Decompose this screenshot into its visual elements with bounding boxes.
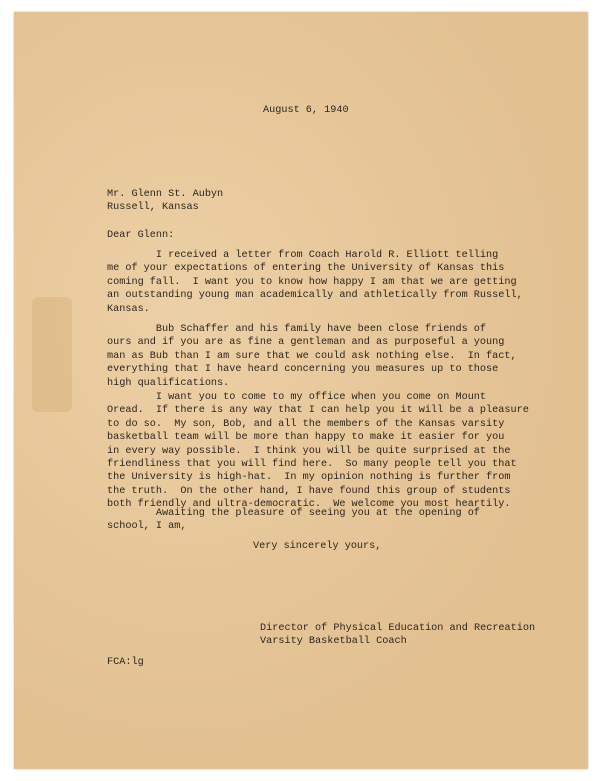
signature-subtitle: Varsity Basketball Coach [260,636,407,648]
signature-block [260,622,535,649]
signature-title: Director of Physical Education and Recreation [260,623,536,634]
complimentary-closing: Very sincerely yours, [253,541,382,552]
salutation: Dear Glenn: [107,230,175,241]
letter-page [14,12,588,769]
recipient-city: Russell, Kansas [107,202,199,214]
letter-body [14,12,588,769]
reference-initials: FCA:lg [107,657,144,668]
paragraph-3: I want you to come to my office when you come on Mount Oread. If there is any way that I can help you it will be a pleasure to do so. My son, Bob, and all the members of the Kansas varsity basketball team will be more than happy to make it easier for you in every way possible. I think you will be quite surprised at the friendliness that you will find here. So many people tell you that the University is high-hat. In my opinion nothing is further from the truth. On the other hand, I have found this group of students both friendly and ultra-democratic. We welcome you most heartily. [107,392,529,511]
paragraph-2: Bub Schaffer and his family have been close friends of ours and if you are as fine a gentleman and as purposeful a young man as Bub than I am sure that we could ask nothing else. In fact, everything that I have heard concerning you measures up to those high qualifications. [107,324,517,389]
letter-date: August 6, 1940 [263,105,349,116]
paragraph-1: I received a letter from Coach Harold R. Elliott telling me of your expectations of entering the University of Kansas this coming fall. I want you to know how happy I am that we are getting an outstanding young man academically and athletically from Russell, Kansas. [107,250,523,315]
recipient-name: Mr. Glenn St. Aubyn [107,189,224,200]
paragraph-4: Awaiting the pleasure of seeing you at the opening of school, I am, [107,508,480,533]
recipient-address [107,188,223,215]
